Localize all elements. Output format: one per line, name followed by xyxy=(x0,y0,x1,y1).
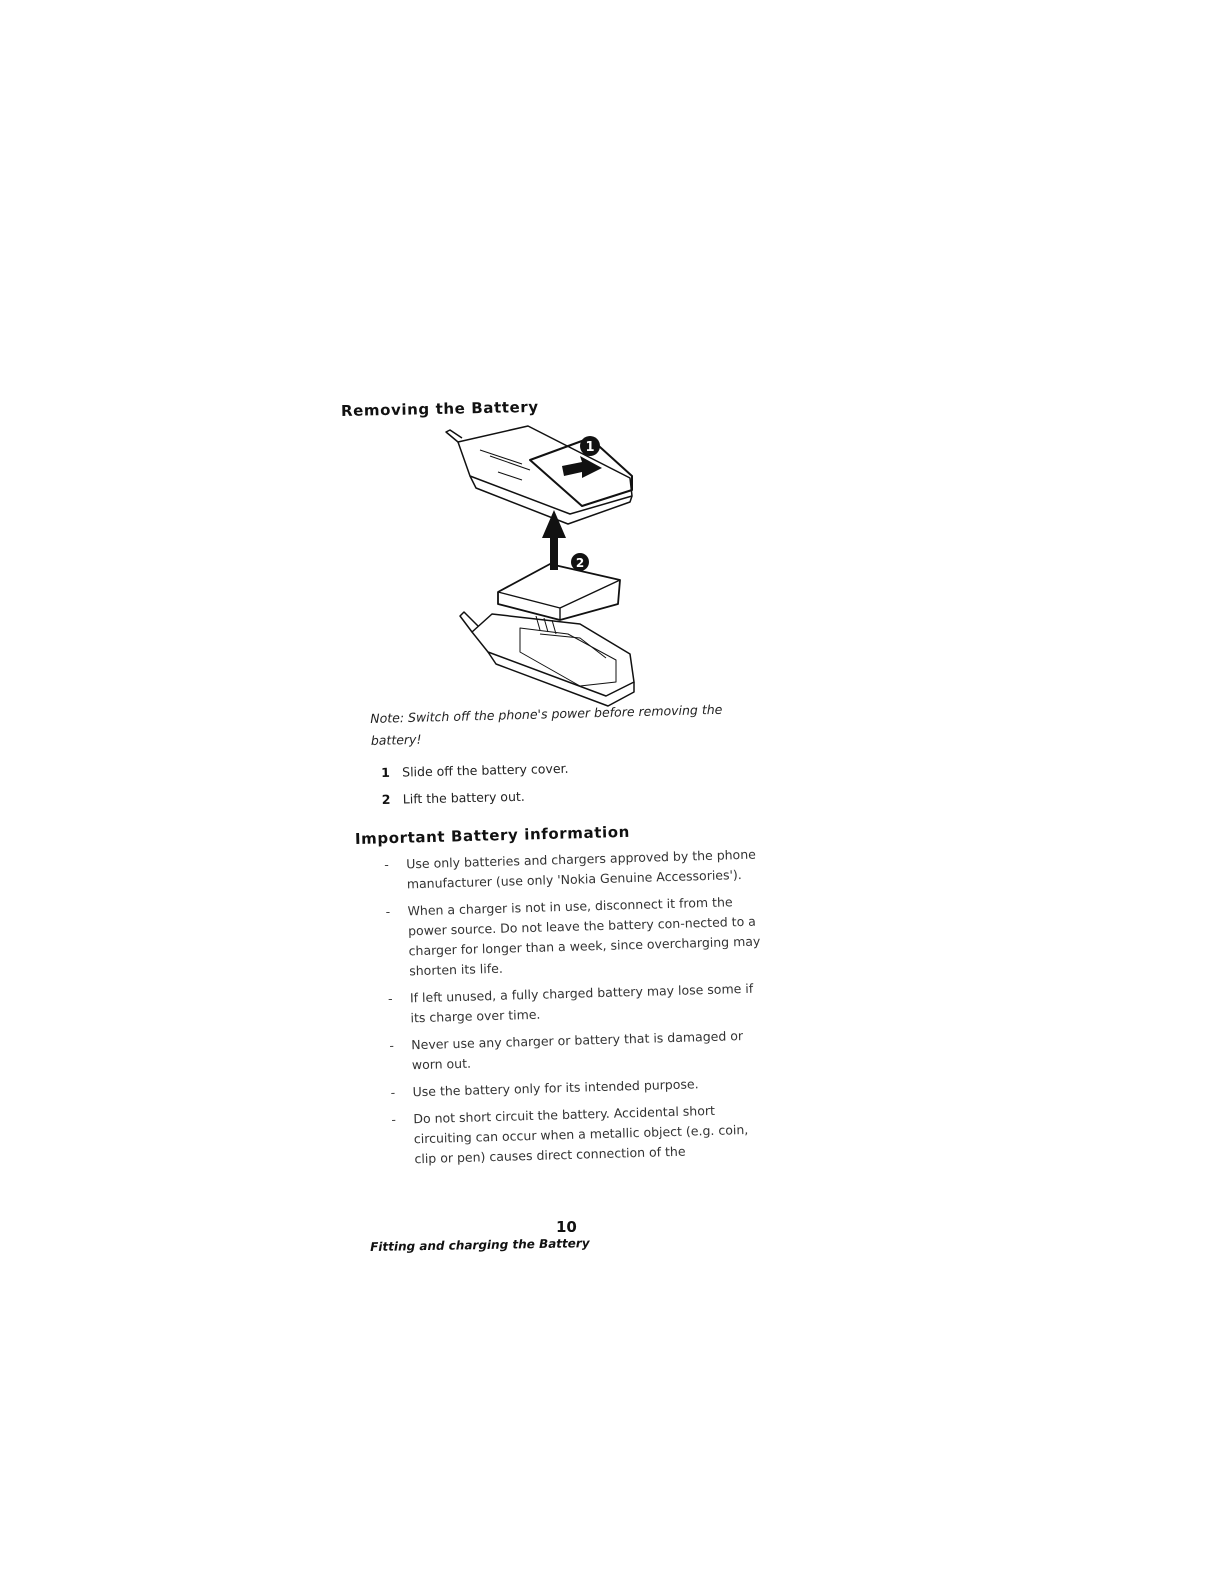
phone-antenna-top xyxy=(446,430,462,442)
bullet-dash: - xyxy=(391,1111,397,1127)
step-item xyxy=(381,757,741,780)
power-off-note: Note: Switch off the phone's power before removing the battery! xyxy=(370,701,723,748)
page-number: 10 xyxy=(556,1218,577,1236)
step-text: Slide off the battery cover. xyxy=(401,760,569,780)
list-item xyxy=(385,892,762,982)
step-number: 2 xyxy=(381,791,391,807)
step-number: 1 xyxy=(381,764,391,780)
list-item xyxy=(384,845,760,895)
list-item-text: Use the battery only for its intended purpose. xyxy=(412,1076,699,1100)
section-heading-removing: Removing the Battery xyxy=(340,397,539,420)
list-item xyxy=(389,1025,765,1075)
list-item-text: Use only batteries and chargers approved by the phone manufacturer (use only 'Nokia Genuine Accessories'). xyxy=(406,846,757,892)
step-text: Lift the battery out. xyxy=(402,788,525,807)
battery-removal-illustration xyxy=(430,420,670,710)
list-item-text: Never use any charger or battery that is damaged or worn out. xyxy=(411,1028,744,1073)
step-marker-2-label: 2 xyxy=(575,556,585,570)
list-item xyxy=(390,1072,765,1102)
list-item-text: If left unused, a fully charged battery may lose some if its charge over time. xyxy=(409,980,754,1026)
slide-arrow-icon xyxy=(562,456,602,478)
step-marker-1-label: 1 xyxy=(585,440,595,455)
bullet-dash: - xyxy=(389,1037,395,1053)
bullet-dash: - xyxy=(384,856,389,872)
bullet-dash: - xyxy=(385,903,391,919)
phone-body-top xyxy=(458,426,632,514)
bullet-dash: - xyxy=(387,990,393,1006)
battery-pack xyxy=(498,564,620,620)
page-footer: Fitting and charging the Battery xyxy=(370,1236,590,1254)
section-heading-important: Important Battery information xyxy=(354,822,631,848)
list-item-text: When a charger is not in use, disconnect it from the power source. Do not leave the battery con-nected to a charger for longer than a week, since overcharging may shorten its life. xyxy=(407,894,761,979)
list-item-text: Do not short circuit the battery. Accidental short circuiting can occur when a metallic object (e.g. coin, clip or pen) causes direct connection of the xyxy=(413,1102,749,1167)
list-item xyxy=(391,1099,768,1169)
bullet-dash: - xyxy=(390,1084,396,1100)
battery-info-list xyxy=(384,845,768,1177)
list-item xyxy=(388,978,764,1028)
removal-steps xyxy=(381,757,742,819)
step-item xyxy=(382,784,742,807)
phone-body-bottom xyxy=(472,614,634,696)
lift-arrow-icon xyxy=(542,510,566,570)
